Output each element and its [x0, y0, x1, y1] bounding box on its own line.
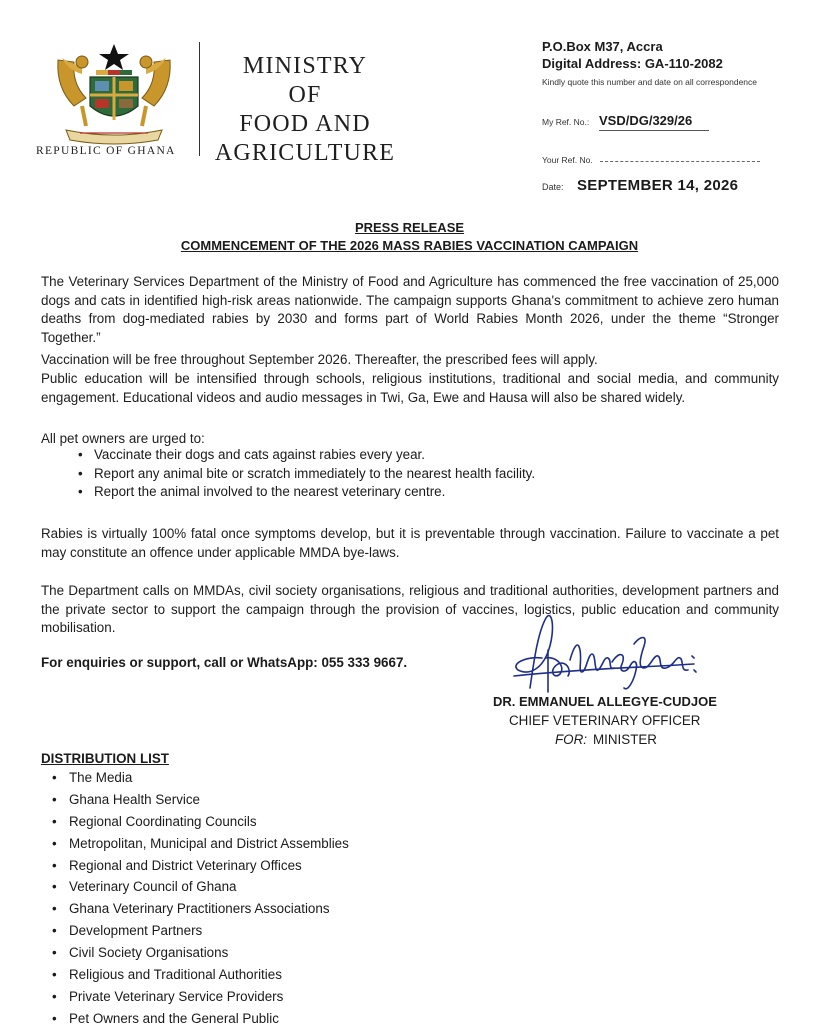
- ministry-line: AGRICULTURE: [214, 140, 396, 166]
- list-item: • Ghana Veterinary Practitioners Associations: [52, 900, 349, 922]
- list-item: • Civil Society Organisations: [52, 944, 349, 966]
- ghana-coat-of-arms-icon: [52, 40, 176, 148]
- paragraph-call-to-action: The Department calls on MMDAs, civil society organisations, religious and traditional authorities, development partners and the private sector to support the campaign through the provision of vaccines, logistics, public education and community mobilisation.: [41, 583, 779, 635]
- list-item: • Development Partners: [52, 922, 349, 944]
- signatory-role: CHIEF VETERINARY OFFICER: [509, 713, 701, 728]
- signatory-for-value: MINISTER: [593, 732, 657, 747]
- your-ref-underline: [600, 161, 760, 162]
- ministry-line: FOOD AND: [239, 111, 371, 137]
- distribution-title: DISTRIBUTION LIST: [41, 751, 169, 766]
- list-item: • Private Veterinary Service Providers: [52, 988, 349, 1010]
- my-ref-label: My Ref. No.:: [542, 117, 590, 127]
- list-item: • Veterinary Council of Ghana: [52, 878, 349, 900]
- paragraph-pet-owners: All pet owners are urged to:: [41, 431, 205, 446]
- distribution-list: [52, 769, 349, 1032]
- list-item: • The Media: [52, 769, 349, 791]
- paragraph-intro: The Veterinary Services Department of the Ministry of Food and Agriculture has commenced the free vaccination of 25,000 dogs and cats in identified high-risk areas nationwide. The campaign supports Ghana's commitment to achieve zero human deaths from dog-mediated rabies by 2030 and forms part of World Rabies Month 2026, under the theme “Stronger Together.”: [41, 274, 779, 345]
- letterhead-divider: [199, 42, 200, 156]
- digital-address: Digital Address: GA-110-2082: [542, 56, 723, 71]
- date-label: Date:: [542, 182, 564, 192]
- list-item: • Regional Coordinating Councils: [52, 813, 349, 835]
- my-ref-value: VSD/DG/329/26: [599, 113, 693, 128]
- my-ref-underline: [599, 130, 709, 131]
- paragraph-education: Public education will be intensified through schools, religious institutions, traditional and social media, and community engagement. Educational videos and audio messages in Twi, Ga, Ewe and Hausa will also be shared widely.: [41, 371, 779, 405]
- list-item: • Religious and Traditional Authorities: [52, 966, 349, 988]
- republic-label: REPUBLIC OF GHANA: [36, 145, 176, 157]
- date-value: SEPTEMBER 14, 2026: [577, 177, 739, 194]
- enquiry-contact: For enquiries or support, call or WhatsApp: 055 333 9667.: [41, 655, 408, 670]
- ministry-line: MINISTRY: [242, 53, 368, 79]
- list-item: • Metropolitan, Municipal and District Assemblies: [52, 835, 349, 857]
- paragraph-fatality: Rabies is virtually 100% fatal once symptoms develop, but it is preventable through vaccination. Failure to vaccinate a pet may constitute an offence under applicable MMDA bye-laws.: [41, 526, 779, 560]
- document-subtitle: COMMENCEMENT OF THE 2026 MASS RABIES VACCINATION CAMPAIGN: [180, 238, 639, 253]
- signatory-for-label: FOR:: [555, 732, 587, 747]
- signatory-name: DR. EMMANUEL ALLEGYE-CUDJOE: [493, 694, 717, 709]
- list-item: • Ghana Health Service: [52, 791, 349, 813]
- document-title: PRESS RELEASE: [354, 220, 465, 235]
- list-item: • Report the animal involved to the nearest veterinary centre.: [78, 483, 535, 502]
- list-item: • Vaccinate their dogs and cats against rabies every year.: [78, 446, 535, 465]
- reference-note: Kindly quote this number and date on all correspondence: [542, 77, 758, 87]
- paragraph-fees: Vaccination will be free throughout September 2026. Thereafter, the prescribed fees will apply.: [41, 352, 598, 367]
- ministry-name: [205, 52, 405, 168]
- your-ref-label: Your Ref. No.: [542, 155, 593, 165]
- ministry-line: OF: [288, 82, 322, 108]
- handwritten-signature-icon: [508, 610, 718, 698]
- list-item: • Report any animal bite or scratch immediately to the nearest health facility.: [78, 465, 535, 484]
- list-item: • Regional and District Veterinary Offices: [52, 857, 349, 879]
- list-item: • Pet Owners and the General Public: [52, 1010, 349, 1032]
- pet-owner-actions-list: [78, 446, 535, 502]
- postal-address: P.O.Box M37, Accra: [542, 39, 663, 54]
